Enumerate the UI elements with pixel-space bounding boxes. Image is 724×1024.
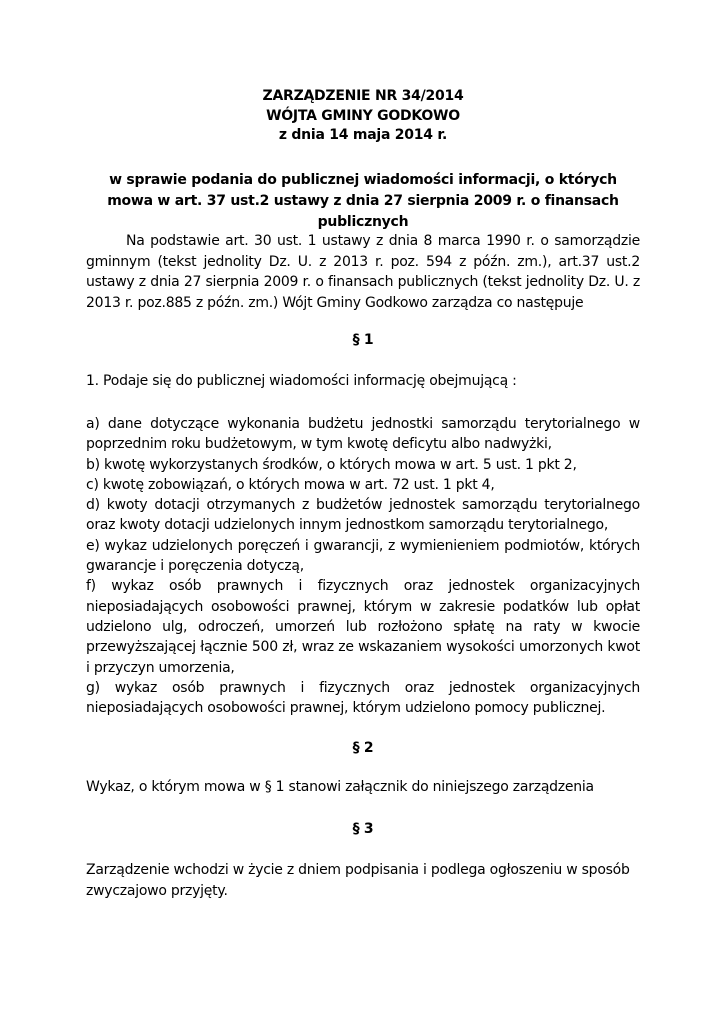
section-1-point: 1. Podaje się do publicznej wiadomości informację obejmującą : (86, 373, 517, 389)
section-3-heading: § 3 (352, 821, 374, 837)
document-date: z dnia 14 maja 2014 r. (278, 127, 448, 143)
list-item-d: d) kwoty dotacji otrzymanych z budżetów jednostek samorządu terytorialnego oraz kwoty dotacji udzielonych innym jednostkom samorządu terytorialnego, (86, 497, 640, 534)
document-title: ZARZĄDZENIE NR 34/2014 (262, 88, 464, 104)
document-issuer: WÓJTA GMINY GODKOWO (266, 108, 460, 124)
section-2-text: Wykaz, o którym mowa w § 1 stanowi załącznik do niniejszego zarządzenia (86, 779, 594, 795)
list-item-g: g) wykaz osób prawnych i fizycznych oraz jednostek organizacyjnych nieposiadających osobowości prawnej, którym udzielono pomocy publicznej. (86, 679, 640, 717)
legal-basis-paragraph: Na podstawie art. 30 ust. 1 ustawy z dnia 8 marca 1990 r. o samorządzie gminnym (tekst jednolity Dz. U. z 2013 r. poz. 594 z późn. zm.), art.37 ust.2 ustawy z dnia 27 sierpnia 2009 r. o finansach publicznych (tekst jednolity Dz. U. z 2013 r. poz.885 z późn. zm.) Wójt Gminy Godkowo zarządza co następuje (86, 233, 640, 311)
section-1-heading: § 1 (352, 332, 374, 348)
section-2-heading: § 2 (352, 740, 374, 756)
list-item-b: b) kwotę wykorzystanych środków, o których mowa w art. 5 ust. 1 pkt 2, (86, 456, 577, 473)
list-item-c: c) kwotę zobowiązań, o których mowa w art. 72 ust. 1 pkt 4, (86, 476, 495, 493)
information-list (86, 414, 640, 718)
list-item-e: e) wykaz udzielonych poręczeń i gwarancji, z wymienieniem podmiotów, których gwarancje i poręczenia dotyczą, (86, 537, 640, 575)
list-item-a: a) dane dotyczące wykonania budżetu jednostki samorządu terytorialnego w poprzednim roku budżetowym, w tym kwotę deficytu albo nadwyżki, (86, 416, 640, 453)
document-subject: w sprawie podania do publicznej wiadomości informacji, o których mowa w art. 37 ust.2 ustawy z dnia 27 sierpnia 2009 r. o finansach publicznych (107, 172, 619, 230)
section-3-text: Zarządzenie wchodzi w życie z dniem podpisania i podlega ogłoszeniu w sposób zwyczajowo przyjęty. (86, 862, 630, 899)
list-item-f: f) wykaz osób prawnych i fizycznych oraz jednostek organizacyjnych nieposiadających osobowości prawnej, którym w zakresie podatków lub opłat udzielono ulg, odroczeń, umorzeń lub rozłożono spłatę na raty w kwocie przewyższającej łącznie 500 zł, wraz ze wskazaniem wysokości umorzonych kwot i przyczyn umorzenia, (86, 578, 640, 676)
document-page (86, 0, 640, 1024)
